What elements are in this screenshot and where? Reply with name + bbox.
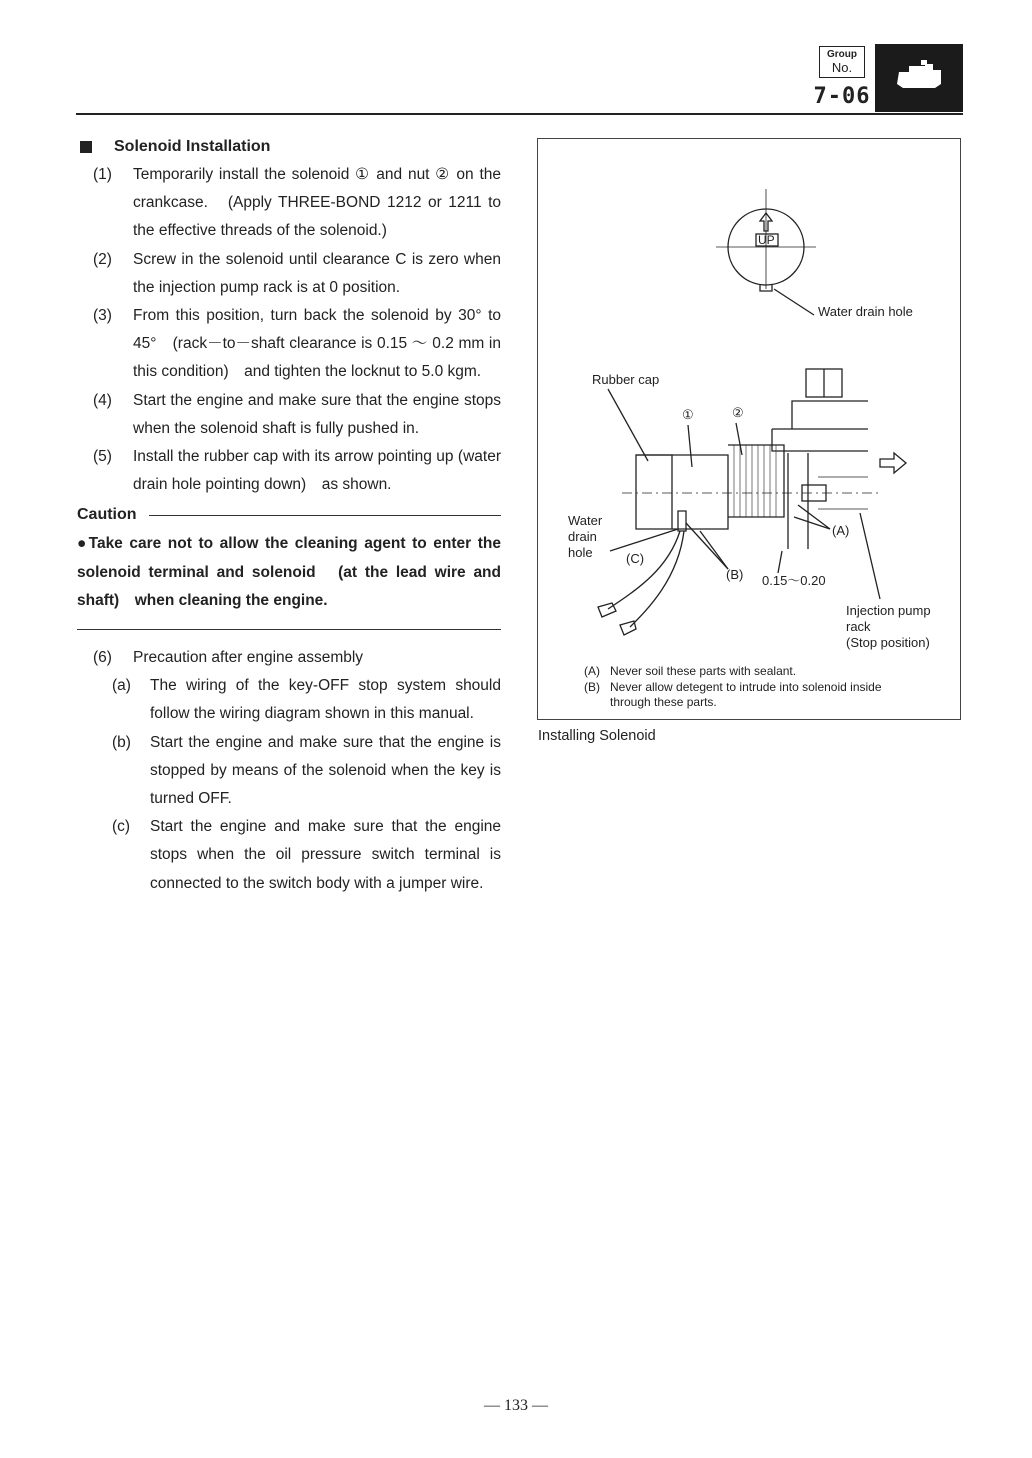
substep-text: The wiring of the key-OFF stop system should follow the wiring diagram shown in this manual.	[150, 677, 501, 723]
leader-line	[736, 423, 742, 455]
lead-wire	[608, 531, 680, 609]
figure-caption: Installing Solenoid	[538, 728, 656, 744]
leader-line	[610, 529, 678, 551]
rubber-cap-label: Rubber cap	[592, 372, 660, 387]
step-6	[77, 644, 501, 672]
header-rule	[76, 113, 963, 115]
engine-tab-block	[875, 44, 963, 112]
caution-end-rule	[77, 629, 501, 630]
step-number: (1)	[93, 166, 112, 183]
note-b-tag: (B)	[584, 680, 600, 694]
note-b-text	[610, 680, 885, 709]
label-a: (A)	[832, 523, 850, 538]
thread-lines	[734, 445, 776, 517]
note-line: Never allow detegent to intrude into solenoid inside	[610, 680, 882, 694]
left-column	[77, 133, 501, 898]
rubber-cap-body	[636, 455, 672, 529]
step-text: Precaution after engine assembly	[133, 649, 364, 667]
caution-text: Take care not to allow the cleaning agent to enter the solenoid terminal and solenoid (at the lead wire and shaft) when cleaning the engine.	[77, 535, 501, 609]
label-line: rack	[846, 619, 871, 634]
leader-line	[778, 551, 782, 573]
step-number: (3)	[93, 307, 112, 325]
caution-label: Caution	[77, 506, 137, 524]
label-line: Injection pump	[846, 603, 931, 618]
label-line: drain	[568, 529, 597, 544]
callout-1: ①	[682, 407, 694, 422]
terminal-icon	[598, 603, 616, 617]
note-a-tag: (A)	[584, 664, 600, 678]
leader-line	[794, 517, 830, 529]
solenoid-figure	[537, 138, 961, 720]
direction-arrow-icon	[880, 453, 906, 473]
section-heading	[80, 133, 501, 161]
page-number: — 133 —	[484, 1397, 548, 1414]
callout-2: ②	[732, 405, 744, 420]
substep-letter: (a)	[112, 677, 131, 695]
note-line: through these parts.	[610, 695, 717, 709]
label-line: hole	[568, 545, 593, 560]
substep-letter: (c)	[112, 818, 131, 836]
substep-a	[77, 672, 501, 728]
section-title: Solenoid Installation	[114, 138, 271, 155]
step-number: (6)	[93, 649, 112, 667]
leader-line	[686, 523, 728, 569]
step-text: Screw in the solenoid until clearance C is zero when the injection pump rack is at 0 position.	[133, 250, 501, 296]
step-text: Start the engine and make sure that the engine stops when the solenoid shaft is fully pushed in.	[133, 391, 501, 437]
water-drain-hole-label: Water drain hole	[818, 304, 913, 319]
label-b: (B)	[726, 567, 744, 582]
engine-silhouette-icon	[875, 44, 963, 112]
label-line: (Stop position)	[846, 635, 930, 650]
substep-b	[77, 729, 501, 814]
clearance-dimension: 0.15～0.20	[762, 573, 826, 588]
square-bullet-icon	[80, 141, 92, 153]
section-number: 7-06	[813, 84, 871, 109]
solenoid-body	[636, 455, 728, 529]
caution-text-block	[77, 530, 501, 615]
solenoid-diagram	[538, 139, 962, 721]
leader-line	[608, 389, 648, 461]
caution-bullet-icon: ●	[77, 535, 89, 553]
crankcase-outline	[792, 401, 868, 429]
group-number-box	[819, 46, 865, 78]
leader-line	[700, 531, 728, 569]
substep-text: Start the engine and make sure that the engine is stopped by means of the solenoid when the key is turned OFF.	[150, 733, 501, 808]
lead-wire	[630, 531, 684, 627]
substep-c	[77, 813, 501, 898]
step-1	[77, 161, 501, 246]
lead-wire-grommet	[678, 511, 686, 531]
step-2	[77, 246, 501, 302]
leader-line	[774, 289, 814, 315]
substep-text: Start the engine and make sure that the engine stops when the oil pressure switch terminal is connected to the switch body with a jumper wire.	[150, 818, 501, 892]
step-text: Install the rubber cap with its arrow pointing up (water drain hole pointing down) as shown.	[133, 448, 501, 494]
caution-header	[77, 501, 501, 529]
note-a-text: Never soil these parts with sealant.	[610, 664, 797, 678]
group-no-label: No.	[831, 60, 853, 75]
caution-rule	[149, 515, 501, 516]
group-word: Group	[827, 49, 857, 60]
step-number: (2)	[93, 250, 112, 268]
step-5	[77, 443, 501, 499]
step-3	[77, 302, 501, 387]
leader-line	[860, 513, 880, 599]
label-line: Water	[568, 513, 603, 528]
step-4	[77, 387, 501, 443]
solenoid-thread	[728, 445, 784, 517]
step-text: From this position, turn back the solenoid by 30° to 45° (rack－to－shaft clearance is 0.15 ～ 0.2 mm in this condition) and tighten the locknut to 5.0 kgm.	[133, 307, 501, 381]
step-number: (4)	[93, 391, 112, 409]
water-drain-hole-side-label	[568, 513, 606, 560]
crankcase-bore	[772, 429, 868, 451]
substep-letter: (b)	[112, 733, 131, 751]
step-number: (5)	[93, 448, 112, 466]
step-text: Temporarily install the solenoid ① and nut ② on the crankcase. (Apply THREE-BOND 1212 or 1211 to the effective threads of the solenoid.)	[133, 166, 501, 240]
injection-pump-rack-label	[846, 603, 934, 650]
label-c: (C)	[626, 551, 645, 566]
up-mark-text: UP	[758, 233, 775, 247]
leader-line	[688, 425, 692, 467]
